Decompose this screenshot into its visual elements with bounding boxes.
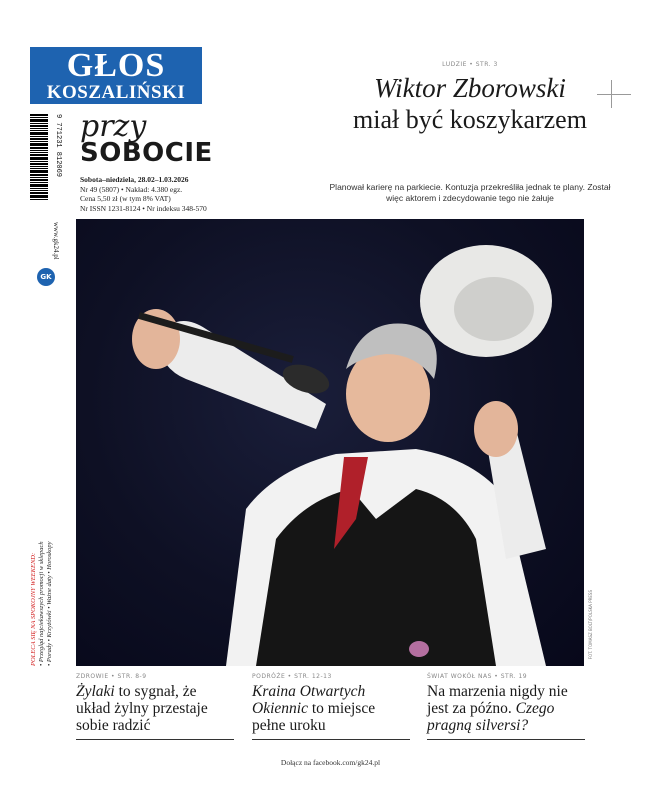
supplement-sobocie: SOBOCIE (80, 138, 213, 168)
hat-crown-shape (454, 277, 534, 341)
teaser-headline: Na marzenia nigdy nie jest za późno. Czego pragną silversi? (427, 683, 568, 734)
teaser-travel[interactable] (252, 673, 410, 740)
side-strip-line1: • Przegląd najciekawszych promocji w sklepach (38, 541, 45, 666)
photo-credit: FOT. TOMASZ BOLT/POLSKA PRESS (588, 590, 593, 660)
issue-number: Nr 49 (5807) • Nakład: 4.380 egz. (80, 184, 183, 194)
teaser-rule (76, 739, 234, 740)
lead-section: LUDZIE • STR. 3 (442, 61, 498, 68)
website-url[interactable]: www.gk24.pl (52, 222, 60, 260)
teaser-rule (252, 739, 410, 740)
issue-info (80, 175, 207, 213)
side-strip-title: POLECA SIĘ NA SPOKOJNY WEEKEND: (30, 552, 37, 666)
teaser-section: PODRÓŻE • STR. 12-13 (252, 673, 332, 680)
teaser-section: ZDROWIE • STR. 8-9 (76, 673, 147, 680)
lead-headline-rest[interactable]: miał być koszykarzem (353, 105, 587, 134)
masthead-logo (30, 47, 202, 104)
masthead-line2: KOSZALIŃSKI (46, 82, 186, 103)
stage-light-shape (409, 641, 429, 657)
side-strip-line2: • Porady • Krzyżówki • Ważne daty • Horoskopy (46, 541, 53, 666)
teaser-section: ŚWIAT WOKÓŁ NAS • STR. 19 (427, 673, 528, 680)
right-hand-shape (474, 401, 518, 457)
performer-illustration (76, 219, 584, 666)
side-strip (30, 520, 54, 666)
footer-facebook[interactable]: Dołącz na facebook.com/gk24.pl (280, 758, 381, 767)
teaser-headline: Kraina Otwartych Okiennic to miejsce pełne uroku (252, 683, 376, 734)
masthead-line1: GŁOS (66, 47, 166, 84)
lead-headline-name[interactable]: Wiktor Zborowski (374, 73, 566, 103)
cover-photo[interactable] (76, 219, 584, 666)
gk-badge: GK (37, 268, 55, 286)
issue-price: Cena 5,50 zł (w tym 8% VAT) (80, 194, 171, 203)
teaser-health[interactable] (76, 673, 234, 740)
issue-date: Sobota–niedziela, 28.02–1.03.2026 (80, 175, 189, 184)
teaser-world[interactable] (427, 673, 585, 740)
barcode (30, 114, 48, 212)
supplement-przy: przy (80, 109, 147, 144)
teaser-headline: Żylaki to sygnał, że układ żylny przestaje sobie radzić (76, 683, 208, 734)
issue-issn: Nr ISSN 1231-8124 • Nr indeksu 348-570 (80, 203, 207, 213)
lead-description: Planował karierę na parkiecie. Kontuzja przekreśliła jednak te plany. Został więc aktorem i zdecydowanie tego nie żałuje (329, 182, 611, 203)
teaser-rule (427, 739, 585, 740)
barcode-digits: 9 771231 812069 (54, 114, 62, 178)
